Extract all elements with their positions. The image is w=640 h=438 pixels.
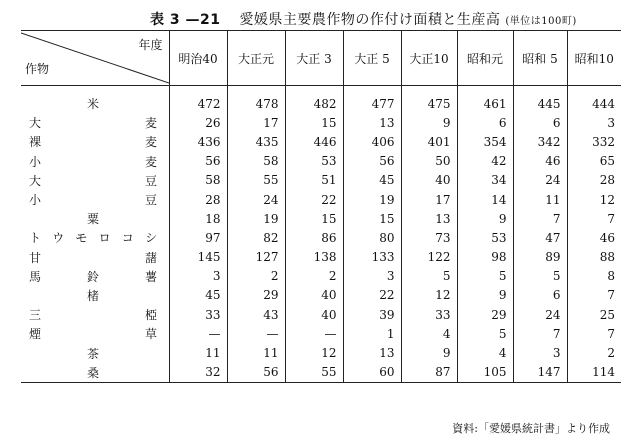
value-cell: 47	[513, 228, 567, 247]
value-cell: 436	[169, 132, 227, 151]
crop-char: 煙	[29, 327, 42, 342]
value-cell: 24	[227, 190, 285, 209]
value-cell: 9	[401, 113, 457, 132]
crop-char: 藷	[144, 250, 157, 265]
value-cell: 8	[567, 267, 621, 286]
crop-cell	[21, 86, 169, 114]
value-cell: 46	[567, 228, 621, 247]
value-cell: 9	[457, 286, 513, 305]
crop-char: ト	[29, 231, 42, 246]
table-row	[21, 209, 621, 228]
value-cell: 24	[513, 171, 567, 190]
crop-name	[29, 325, 157, 342]
value-cell: 461	[457, 86, 513, 114]
crop-cell	[21, 209, 169, 228]
value-cell: 45	[169, 286, 227, 305]
crop-char: 小	[29, 193, 42, 208]
value-cell: 60	[343, 363, 401, 383]
value-cell: 3	[169, 267, 227, 286]
crop-cell	[21, 286, 169, 305]
value-cell: 43	[227, 305, 285, 324]
table-row	[21, 286, 621, 305]
crop-char: 麦	[144, 135, 157, 150]
value-cell: 98	[457, 248, 513, 267]
crop-char: 薯	[144, 269, 157, 284]
value-cell: 88	[567, 248, 621, 267]
crop-char: シ	[144, 231, 157, 246]
header-year: 昭和10	[567, 31, 621, 86]
value-cell: 435	[227, 132, 285, 151]
value-cell: 4	[401, 324, 457, 343]
value-cell: 145	[169, 248, 227, 267]
value-cell: 2	[285, 267, 343, 286]
value-cell: 6	[513, 113, 567, 132]
crop-name	[29, 114, 157, 131]
value-cell: 5	[457, 324, 513, 343]
value-cell: 7	[567, 286, 621, 305]
value-cell: 17	[401, 190, 457, 209]
value-cell: 97	[169, 228, 227, 247]
value-cell: 7	[513, 324, 567, 343]
table-number: 表 3 —21	[150, 12, 221, 28]
value-cell: 406	[343, 132, 401, 151]
table-row	[21, 113, 621, 132]
value-cell: 472	[169, 86, 227, 114]
crop-name	[29, 153, 157, 170]
crop-char: モ	[75, 231, 88, 246]
crop-char: 馬	[29, 269, 42, 284]
value-cell: 15	[285, 113, 343, 132]
table-row	[21, 228, 621, 247]
value-cell: 24	[513, 305, 567, 324]
table-row	[21, 343, 621, 362]
value-cell: 6	[513, 286, 567, 305]
value-cell: 445	[513, 86, 567, 114]
value-cell: 401	[401, 132, 457, 151]
value-cell: 13	[343, 343, 401, 362]
value-cell: 3	[343, 267, 401, 286]
crop-cell	[21, 248, 169, 267]
value-cell: 13	[343, 113, 401, 132]
value-cell: 56	[343, 152, 401, 171]
value-cell: 133	[343, 248, 401, 267]
header-year: 大正10	[401, 31, 457, 86]
value-cell: 46	[513, 152, 567, 171]
crop-char: ロ	[98, 231, 111, 246]
value-cell: 18	[169, 209, 227, 228]
value-cell: 12	[285, 343, 343, 362]
table-row	[21, 305, 621, 324]
header-year: 昭和元	[457, 31, 513, 86]
value-cell: 82	[227, 228, 285, 247]
value-cell: 87	[401, 363, 457, 383]
header-year: 大正元	[227, 31, 285, 86]
value-cell: 14	[457, 190, 513, 209]
value-cell: 5	[401, 267, 457, 286]
value-cell: 22	[285, 190, 343, 209]
value-cell: 50	[401, 152, 457, 171]
crop-char: 麦	[144, 116, 157, 131]
table-row	[21, 363, 621, 383]
crop-cell	[21, 152, 169, 171]
crop-char: 豆	[144, 193, 157, 208]
crop-cell	[21, 132, 169, 151]
value-cell: 29	[457, 305, 513, 324]
value-cell: 56	[169, 152, 227, 171]
value-cell: 446	[285, 132, 343, 151]
value-cell: 354	[457, 132, 513, 151]
value-cell: 42	[457, 152, 513, 171]
table-title	[150, 9, 577, 29]
value-cell: 33	[401, 305, 457, 324]
table-row	[21, 86, 621, 114]
crop-char: 甘	[29, 250, 42, 265]
crop-name: 粟	[86, 212, 99, 227]
table-row	[21, 171, 621, 190]
value-cell: 11	[513, 190, 567, 209]
value-cell: 56	[227, 363, 285, 383]
crop-char: 大	[29, 173, 42, 188]
value-cell: 86	[285, 228, 343, 247]
crop-table	[21, 30, 621, 383]
value-cell: 11	[227, 343, 285, 362]
crop-name	[29, 249, 157, 266]
value-cell: 482	[285, 86, 343, 114]
header-year-label: 年度	[138, 38, 163, 52]
value-cell: 58	[227, 152, 285, 171]
header-crop-label: 作物	[25, 62, 50, 76]
value-cell: 26	[169, 113, 227, 132]
value-cell: 29	[227, 286, 285, 305]
value-cell: 2	[567, 343, 621, 362]
value-cell: 1	[343, 324, 401, 343]
source-note: 資料:「愛媛県統計書」より作成	[452, 422, 610, 435]
value-cell: 5	[513, 267, 567, 286]
value-cell: 9	[457, 209, 513, 228]
value-cell: 444	[567, 86, 621, 114]
value-cell: 53	[285, 152, 343, 171]
crop-cell	[21, 171, 169, 190]
crop-cell	[21, 113, 169, 132]
value-cell: 11	[169, 343, 227, 362]
value-cell: 58	[169, 171, 227, 190]
value-cell: 477	[343, 86, 401, 114]
crop-name: 楮	[86, 288, 99, 303]
value-cell: 6	[457, 113, 513, 132]
value-cell: 34	[457, 171, 513, 190]
crop-char: 豆	[144, 173, 157, 188]
crop-name	[29, 172, 157, 189]
crop-char: 椏	[144, 308, 157, 323]
header-year: 昭和 5	[513, 31, 567, 86]
value-cell: 7	[567, 209, 621, 228]
value-cell: 4	[457, 343, 513, 362]
crop-name: 茶	[86, 346, 99, 361]
value-cell: 19	[227, 209, 285, 228]
table-row	[21, 190, 621, 209]
value-cell: 73	[401, 228, 457, 247]
crop-cell	[21, 190, 169, 209]
value-cell: 478	[227, 86, 285, 114]
table-unit: (単位は100町)	[505, 16, 577, 27]
header-year: 大正 5	[343, 31, 401, 86]
value-cell: 40	[401, 171, 457, 190]
value-cell: 3	[567, 113, 621, 132]
value-cell: 40	[285, 305, 343, 324]
value-cell: 127	[227, 248, 285, 267]
header-year: 明治40	[169, 31, 227, 86]
crop-char: 鈴	[86, 269, 99, 284]
value-cell: 475	[401, 86, 457, 114]
value-cell: 138	[285, 248, 343, 267]
crop-name	[29, 133, 157, 150]
value-cell: 51	[285, 171, 343, 190]
value-cell: —	[227, 324, 285, 343]
header-corner	[21, 31, 169, 86]
value-cell: —	[169, 324, 227, 343]
value-cell: 12	[567, 190, 621, 209]
crop-char: 三	[29, 308, 42, 323]
value-cell: 19	[343, 190, 401, 209]
value-cell: 9	[401, 343, 457, 362]
crop-char: ウ	[52, 231, 65, 246]
value-cell: 13	[401, 209, 457, 228]
crop-cell	[21, 267, 169, 286]
value-cell: 32	[169, 363, 227, 383]
table-title-text: 愛媛県主要農作物の作付け面積と生産高	[239, 12, 501, 28]
crop-cell	[21, 363, 169, 383]
value-cell: 147	[513, 363, 567, 383]
value-cell: 2	[227, 267, 285, 286]
value-cell: 7	[567, 324, 621, 343]
crop-cell	[21, 228, 169, 247]
value-cell: 342	[513, 132, 567, 151]
value-cell: 45	[343, 171, 401, 190]
table-row	[21, 267, 621, 286]
crop-cell	[21, 305, 169, 324]
value-cell: 122	[401, 248, 457, 267]
crop-name	[29, 229, 157, 246]
header-row	[21, 31, 621, 86]
crop-name	[29, 191, 157, 208]
value-cell: 22	[343, 286, 401, 305]
value-cell: —	[285, 324, 343, 343]
value-cell: 89	[513, 248, 567, 267]
table-body	[21, 86, 621, 383]
value-cell: 5	[457, 267, 513, 286]
value-cell: 39	[343, 305, 401, 324]
crop-cell	[21, 324, 169, 343]
crop-cell	[21, 343, 169, 362]
crop-name	[29, 268, 157, 285]
value-cell: 12	[401, 286, 457, 305]
crop-char: コ	[121, 231, 134, 246]
value-cell: 55	[285, 363, 343, 383]
value-cell: 28	[169, 190, 227, 209]
table-row	[21, 324, 621, 343]
crop-char: 裸	[29, 135, 42, 150]
crop-char: 小	[29, 154, 42, 169]
value-cell: 332	[567, 132, 621, 151]
crop-char: 草	[144, 327, 157, 342]
value-cell: 15	[343, 209, 401, 228]
crop-name	[29, 306, 157, 323]
value-cell: 40	[285, 286, 343, 305]
table-row	[21, 152, 621, 171]
crop-name: 米	[86, 97, 99, 112]
value-cell: 55	[227, 171, 285, 190]
value-cell: 15	[285, 209, 343, 228]
value-cell: 114	[567, 363, 621, 383]
value-cell: 105	[457, 363, 513, 383]
value-cell: 65	[567, 152, 621, 171]
value-cell: 33	[169, 305, 227, 324]
crop-name: 桑	[86, 365, 99, 380]
value-cell: 25	[567, 305, 621, 324]
table-row	[21, 248, 621, 267]
crop-char: 大	[29, 116, 42, 131]
table-row	[21, 132, 621, 151]
value-cell: 7	[513, 209, 567, 228]
value-cell: 53	[457, 228, 513, 247]
value-cell: 3	[513, 343, 567, 362]
crop-char: 麦	[144, 154, 157, 169]
value-cell: 80	[343, 228, 401, 247]
value-cell: 17	[227, 113, 285, 132]
header-year: 大正 3	[285, 31, 343, 86]
value-cell: 28	[567, 171, 621, 190]
